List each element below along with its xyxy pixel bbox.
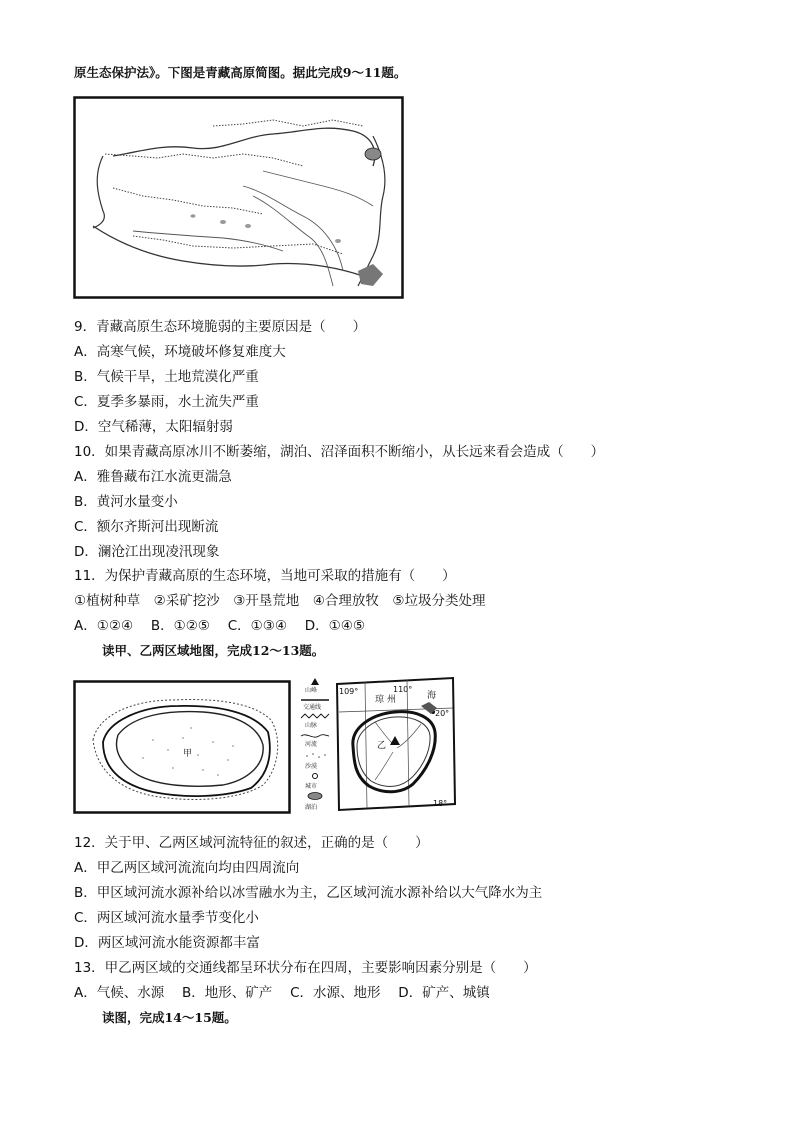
q10-option-a: A．雅鲁藏布江水流更湍急 [74, 469, 232, 485]
q12-option-b: B．甲区域河流水源补给以冰雪融水为主，乙区域河流水源补给以大气降水为主 [74, 885, 543, 901]
label-hai: 海 [427, 691, 437, 701]
map-legend [297, 676, 333, 812]
label-zhou: 州 [387, 695, 397, 705]
q10-option-b: B．黄河水量变小 [74, 494, 178, 510]
q9-option-b: B．气候干旱，土地荒漠化严重 [74, 369, 259, 385]
legend-river: 河流 [305, 741, 318, 748]
region-jia-map [73, 680, 291, 814]
q11-stem: 11．为保护青藏高原的生态环境，当地可采取的措施有（ ） [74, 568, 456, 584]
q9-option-d: D．空气稀薄，太阳辐射弱 [74, 419, 233, 435]
q12-option-c: C．两区域河流水量季节变化小 [74, 910, 259, 926]
lon-110: 110° [393, 685, 413, 694]
q10-option-d: D．澜沧江出现凌汛现象 [74, 544, 220, 560]
q9-option-a: A．高寒气候，环境破坏修复难度大 [74, 344, 286, 360]
legend-desert: 沙漠 [305, 763, 318, 770]
qinghai-tibet-map [73, 96, 405, 300]
q10-stem: 10．如果青藏高原冰川不断萎缩，湖泊、沼泽面积不断缩小，从长远来看会造成（ ） [74, 444, 605, 460]
label-yi: 乙 [377, 741, 387, 751]
q12-option-d: D．两区域河流水能资源都丰富 [74, 935, 260, 951]
q12-option-a: A．甲乙两区域河流流向均由四周流向 [74, 860, 300, 876]
legend-peak: 山峰 [305, 687, 318, 694]
legend-city: 城市 [305, 783, 318, 790]
intro-text-1: 原生态保护法》。下图是青藏高原简图。据此完成9～11题。 [74, 65, 407, 80]
q9-option-c: C．夏季多暴雨，水土流失严重 [74, 394, 259, 410]
legend-mountain: 山脉 [305, 722, 318, 729]
q12-stem: 12．关于甲、乙两区域河流特征的叙述，正确的是（ ） [74, 835, 429, 851]
legend-transport: 交通线 [303, 704, 322, 711]
q13-stem: 13．甲乙两区域的交通线都呈环状分布在四周，主要影响因素分别是（ ） [74, 960, 537, 976]
q9-stem: 9．青藏高原生态环境脆弱的主要原因是（ ） [74, 319, 367, 335]
q13-options: A．气候、水源 B．地形、矿产 C．水源、地形 D．矿产、城镇 [74, 985, 490, 1001]
q11-options: A．①②④ B．①②⑤ C．①③④ D．①④⑤ [74, 618, 365, 634]
legend-lake: 湖泊 [305, 804, 318, 811]
intro-text-3: 读图，完成14～15题。 [102, 1010, 237, 1025]
label-qiong: 琼 [375, 695, 385, 705]
label-jia: 甲 [183, 749, 193, 759]
lat-20: 20° [435, 709, 450, 718]
q10-option-c: C．额尔齐斯河出现断流 [74, 519, 219, 535]
lon-109: 109° [339, 687, 359, 696]
intro-text-2: 读甲、乙两区域地图，完成12～13题。 [102, 643, 325, 658]
q11-measures: ①植树种草 ②采矿挖沙 ③开垦荒地 ④合理放牧 ⑤垃圾分类处理 [74, 593, 486, 609]
lat-18: 18° [433, 799, 448, 808]
region-yi-map [335, 676, 457, 812]
